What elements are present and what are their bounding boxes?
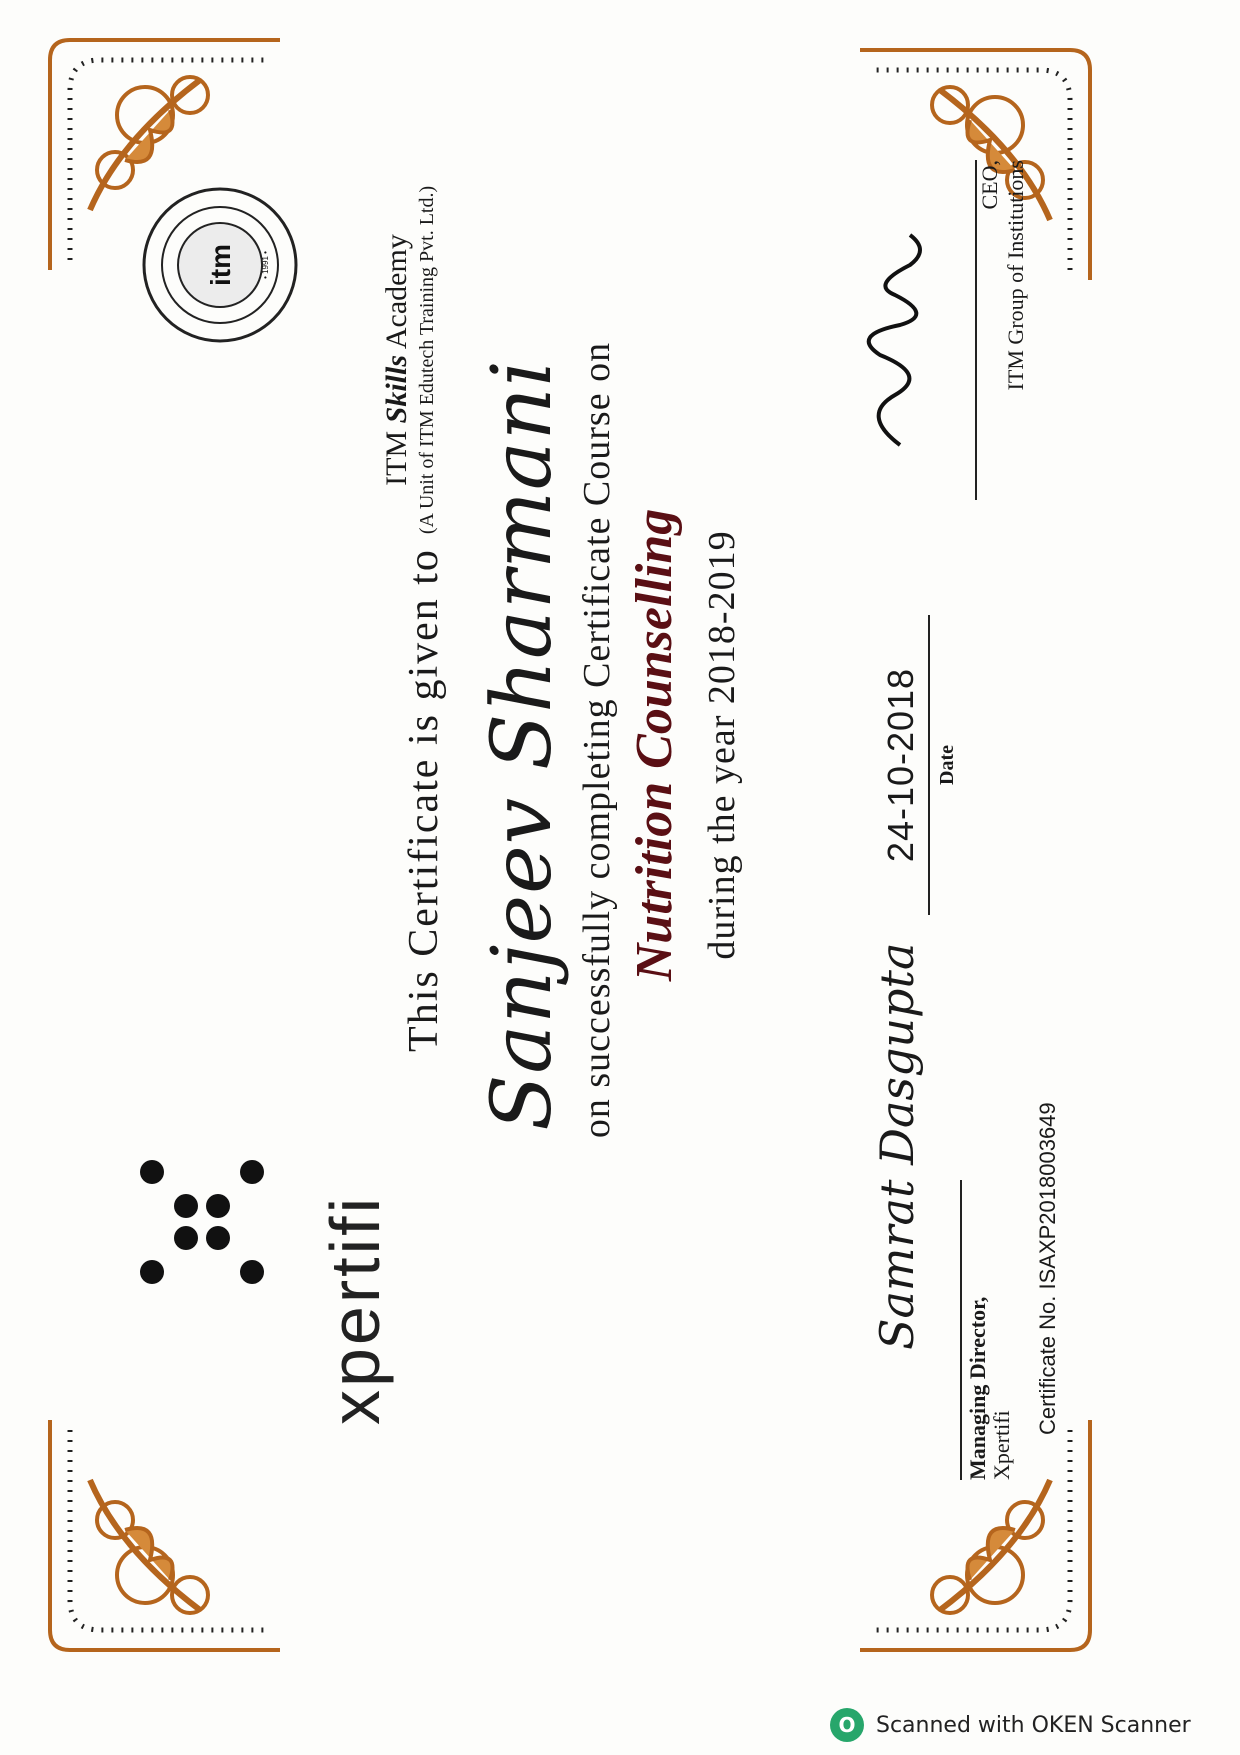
svg-text:• 1991 •: • 1991 • <box>261 251 270 279</box>
xpertifi-logo-mark <box>140 1160 270 1290</box>
date-label: Date <box>936 745 958 785</box>
scanner-watermark <box>830 1705 1191 1745</box>
ceo-title: CEO, <box>977 160 1002 210</box>
course-name: Nutrition Counselling <box>626 508 683 982</box>
completion-text: on successfully completing Certificate Course on <box>576 341 618 1139</box>
ceo-block <box>975 60 1075 540</box>
recipient-name: Sanjeev Sharmani <box>475 359 570 1131</box>
ceo-organization: ITM Group of Institutions <box>1003 160 1028 391</box>
md-details <box>960 1180 1014 1480</box>
ceo-signature <box>840 225 950 455</box>
xpertifi-wordmark: xpertifi <box>316 1194 394 1425</box>
date-block <box>880 615 970 915</box>
md-organization: Xpertifi <box>989 1410 1014 1480</box>
academy-title: ITM Skills Academy <box>380 234 413 486</box>
svg-text:itm: itm <box>205 244 236 286</box>
scanner-text: Scanned with OKEN Scanner <box>876 1712 1191 1738</box>
md-signature: Samrat Dasgupta <box>870 942 924 1350</box>
oken-scanner-icon: O <box>830 1708 864 1742</box>
period-text: during the year 2018-2019 <box>701 530 743 960</box>
md-title: Managing Director, <box>965 1296 990 1480</box>
corner-ornament-bottom-left <box>30 1400 300 1670</box>
certificate-number: Certificate No. ISAXP2018003649 <box>1035 1102 1060 1435</box>
certificate-intro: This Certificate is given to <box>401 548 447 1052</box>
academy-subtitle: (A Unit of ITM Edutech Training Pvt. Ltd.) <box>416 185 438 535</box>
date-value: 24-10-2018 <box>880 615 930 915</box>
itm-seal-logo <box>140 185 300 345</box>
